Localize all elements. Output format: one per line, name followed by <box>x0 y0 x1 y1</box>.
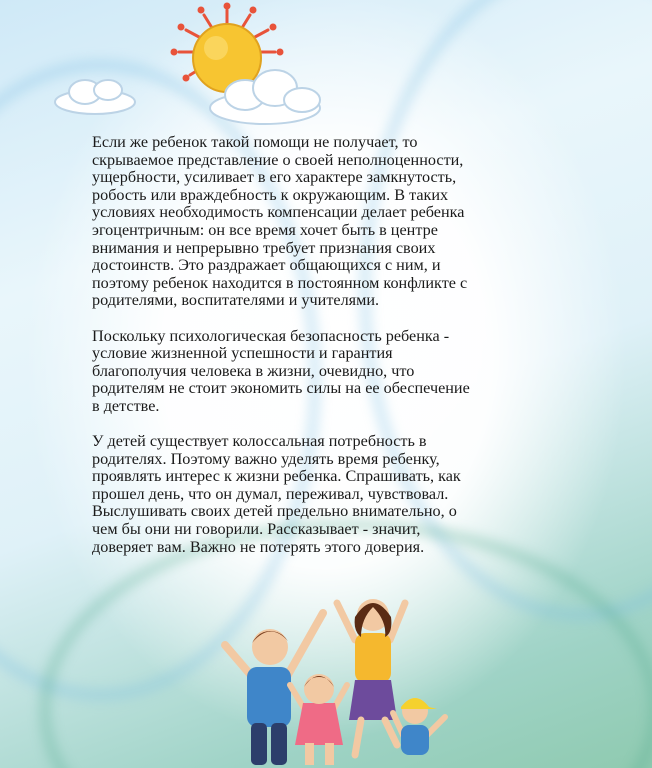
mother-figure <box>337 599 405 755</box>
family-illustration <box>215 585 455 768</box>
girl-figure <box>290 674 347 765</box>
article-text <box>92 134 542 556</box>
paragraph: У детей существует колоссальная потребность в родителях. Поэтому важно уделять время ребенку, проявлять интерес к жизни ребенка. Спрашивать, как прошел день, что он думал, переживал, чувствовал. Выслушивать своих детей предельно внимательно, о чем бы они ни говорили. Рассказывает - значит, доверяет вам. Важно не потерять этого доверия. <box>92 432 461 556</box>
paragraph: Если же ребенок такой помощи не получает, то скрываемое представление о своей неполноценности, ущербности, усиливает в его характере замкнутость, робость или враждебность к окружающим. В таких условиях необходимость компенсации делает ребенка эгоцентричным: он все время хочет быть в центре внимания и непрерывно требует признания своих достоинств. Это раздражает общающихся с ним, и поэтому ребенок находится в постоянном конфликте с родителями, воспитателями и учителями. <box>92 133 468 310</box>
sun-with-clouds-illustration <box>40 0 330 135</box>
boy-figure <box>393 698 445 755</box>
paragraph: Поскольку психологическая безопасность ребенка - условие жизненной успешности и гарантия благополучия человека в жизни, очевидно, что родителям не стоит экономить силы на ее обеспечение в детстве. <box>92 326 470 415</box>
cloud-icon <box>55 80 135 114</box>
